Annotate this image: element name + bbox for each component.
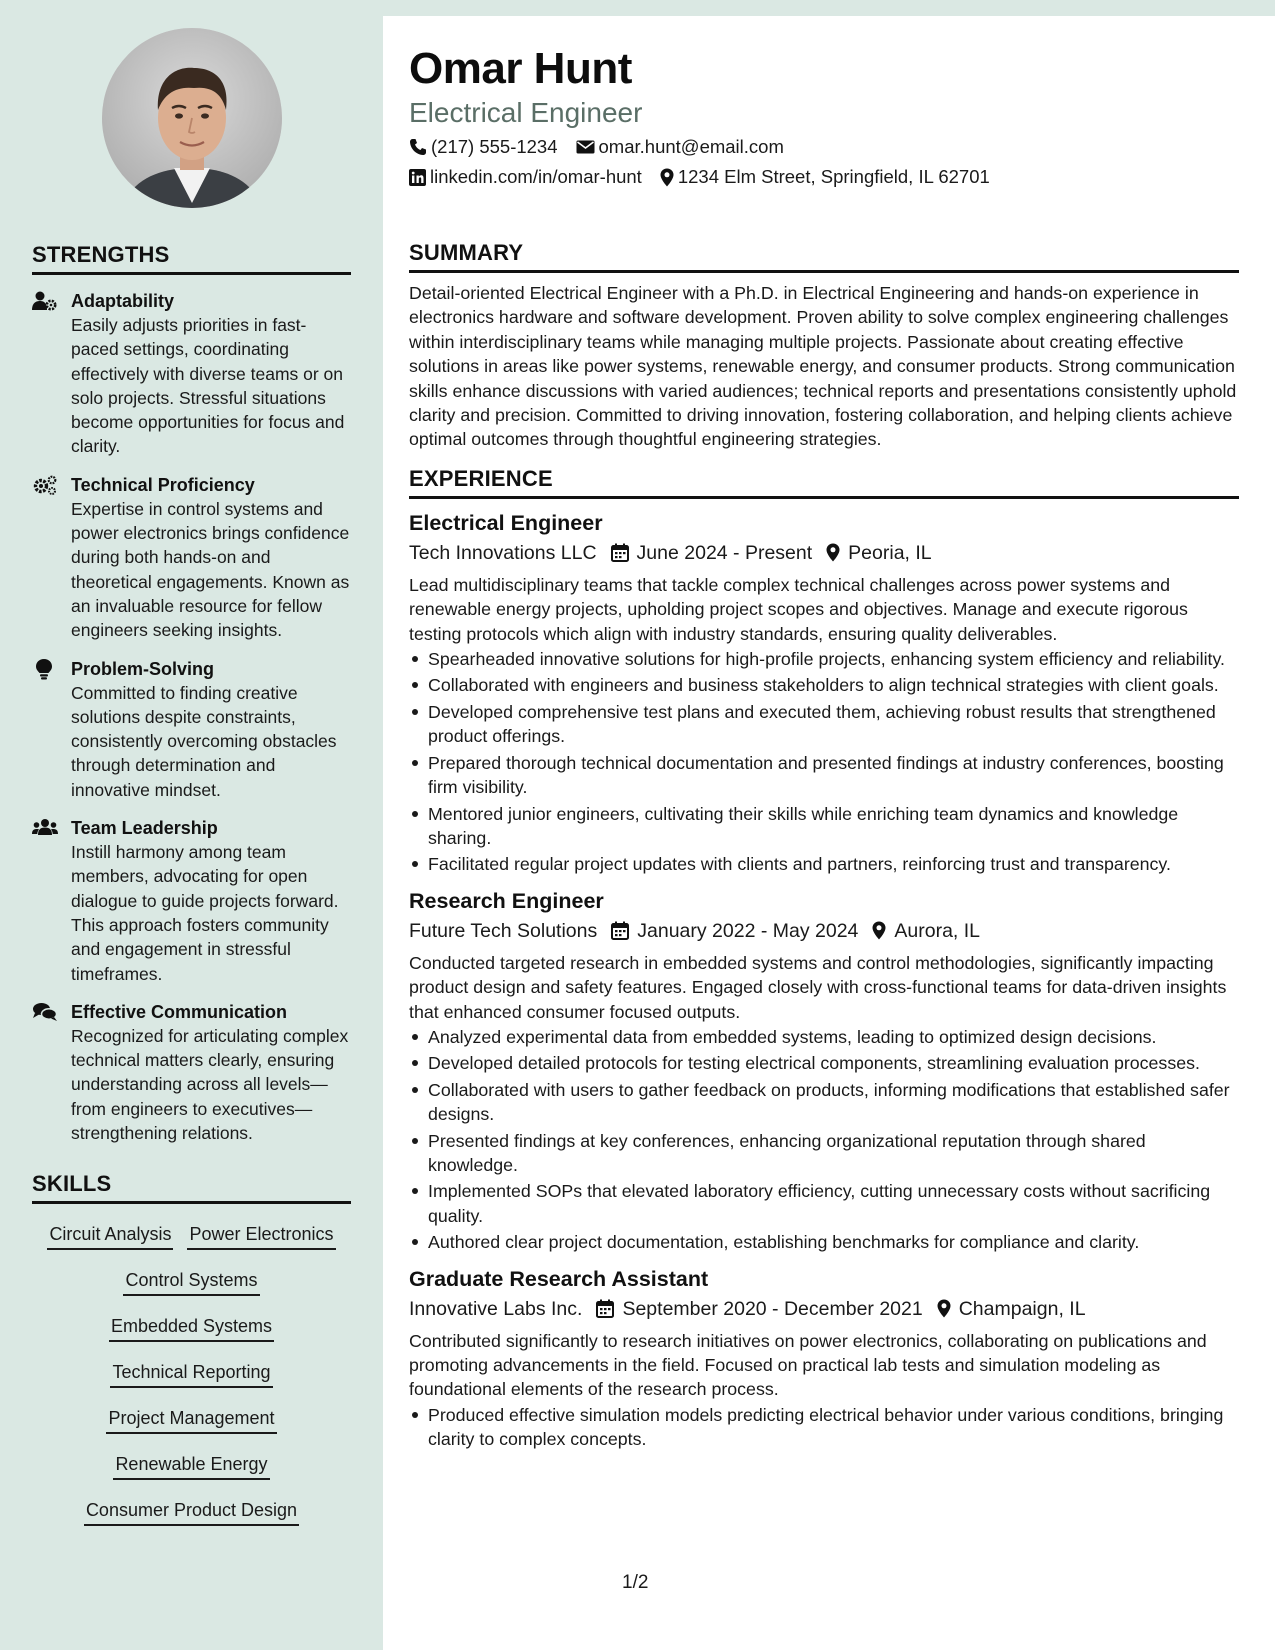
envelope-icon bbox=[576, 139, 595, 155]
skill-tag: Technical Reporting bbox=[110, 1360, 272, 1388]
address-text: 1234 Elm Street, Springfield, IL 62701 bbox=[677, 166, 990, 187]
bullet-item: Presented findings at key conferences, enhancing organizational reputation through shared knowledge. bbox=[409, 1129, 1239, 1178]
bullet-item: Implemented SOPs that elevated laboratory efficiency, cutting unnecessary costs without sacrificing quality. bbox=[409, 1179, 1239, 1228]
strength-item bbox=[32, 816, 351, 986]
job-meta bbox=[409, 917, 1239, 945]
linkedin-icon bbox=[409, 169, 426, 186]
candidate-name: Omar Hunt bbox=[409, 44, 632, 93]
top-band bbox=[0, 0, 1275, 16]
strengths-heading: STRENGTHS bbox=[32, 242, 351, 275]
job-bullets bbox=[409, 1025, 1239, 1255]
map-pin-icon bbox=[826, 543, 840, 562]
bullet-item: Mentored junior engineers, cultivating their skills while enriching team dynamics and knowledge sharing. bbox=[409, 802, 1239, 851]
strength-title: Team Leadership bbox=[71, 818, 218, 839]
linkedin-contact[interactable] bbox=[409, 164, 642, 190]
company-name: Tech Innovations LLC bbox=[409, 541, 597, 564]
job-entry bbox=[409, 887, 1239, 1255]
job-title: Research Engineer bbox=[409, 888, 604, 913]
bullet-item: Analyzed experimental data from embedded systems, leading to optimized design decisions. bbox=[409, 1025, 1239, 1049]
map-pin-icon bbox=[937, 1299, 951, 1318]
job-description: Contributed significantly to research initiatives on power electronics, collaborating on publications and promoting advancements in the field. Focused on practical lab tests and simulation modeling as foundational elements of the research process. bbox=[409, 1330, 1207, 1400]
skill-tag: Circuit Analysis bbox=[47, 1222, 173, 1250]
skill-tag: Consumer Product Design bbox=[84, 1498, 299, 1526]
strength-item bbox=[32, 1000, 351, 1145]
job-location: Peoria, IL bbox=[848, 541, 932, 564]
skill-tag: Project Management bbox=[106, 1406, 276, 1434]
contact-row bbox=[409, 164, 1239, 190]
bullet-item: Prepared thorough technical documentation and presented findings at industry conferences, boosting firm visibility. bbox=[409, 751, 1239, 800]
company-name: Future Tech Solutions bbox=[409, 919, 598, 942]
skill-tag: Power Electronics bbox=[187, 1222, 335, 1250]
phone-icon bbox=[409, 138, 427, 156]
job-meta bbox=[409, 539, 1239, 567]
comments-icon bbox=[32, 1001, 58, 1023]
phone-contact[interactable] bbox=[409, 134, 558, 160]
skill-tag: Embedded Systems bbox=[109, 1314, 274, 1342]
strength-title: Effective Communication bbox=[71, 1001, 288, 1022]
summary-text: Detail-oriented Electrical Engineer with a Ph.D. in Electrical Engineering and hands-on experience in electronics hardware and software development. Proven ability to solve complex engineering challenges within interdisciplinary teams while managing multiple projects. Passionate about creating effective solutions in areas like power systems, renewable energy, and consumer products. Strong communication skills enhance discussions with varied audiences; technical reports and presentations consistently uphold clarity and precision. Committed to driving innovation, fostering collaboration, and helping clients achieve optimal outcomes through thoughtful engineering strategies. bbox=[409, 283, 1237, 450]
calendar-icon bbox=[611, 543, 629, 562]
strength-desc: Instill harmony among team members, advocating for open dialogue to guide projects forward. This approach fosters community and engagement in stressful timeframes. bbox=[71, 842, 339, 984]
job-meta bbox=[409, 1295, 1239, 1323]
users-icon bbox=[32, 817, 58, 839]
phone-text: (217) 555-1234 bbox=[431, 136, 558, 157]
strength-desc: Recognized for articulating complex technical matters clearly, ensuring understanding across all levels—from engineers to executives—strengthening relations. bbox=[71, 1025, 349, 1144]
bullet-item: Facilitated regular project updates with clients and partners, reinforcing trust and transparency. bbox=[409, 852, 1239, 876]
strength-desc: Committed to finding creative solutions despite constraints, consistently overcoming obstacles through determination and innovative mindset. bbox=[71, 682, 337, 800]
profile-photo bbox=[102, 28, 282, 208]
gears-icon bbox=[32, 474, 58, 496]
skills-heading: SKILLS bbox=[32, 1171, 351, 1204]
job-title: Graduate Research Assistant bbox=[409, 1266, 709, 1291]
bullet-item: Developed detailed protocols for testing electrical components, streamlining evaluation processes. bbox=[409, 1051, 1239, 1075]
calendar-icon bbox=[611, 921, 629, 940]
strength-item bbox=[32, 289, 351, 459]
job-location: Aurora, IL bbox=[894, 919, 981, 942]
contact-row bbox=[409, 134, 1239, 160]
email-contact[interactable] bbox=[576, 134, 784, 160]
skills-list bbox=[32, 1214, 351, 1536]
bullet-item: Produced effective simulation models predicting electrical behavior under various conditions, bringing clarity to complex concepts. bbox=[409, 1403, 1239, 1452]
bullet-item: Developed comprehensive test plans and executed them, achieving robust results that strengthened product offerings. bbox=[409, 700, 1239, 749]
job-entry bbox=[409, 1265, 1239, 1452]
strength-title: Adaptability bbox=[71, 291, 175, 311]
summary-heading: SUMMARY bbox=[409, 240, 1239, 273]
strength-title: Technical Proficiency bbox=[71, 474, 255, 495]
calendar-icon bbox=[596, 1299, 614, 1318]
page-number: 1/2 bbox=[622, 1572, 649, 1593]
strength-desc: Expertise in control systems and power electronics brings confidence during both hands-on and theoretical engagements. Known as an invaluable resource for fellow engineers seeking insights. bbox=[71, 498, 350, 641]
lightbulb-icon bbox=[32, 658, 58, 680]
email-text: omar.hunt@email.com bbox=[598, 136, 784, 157]
skill-tag: Control Systems bbox=[123, 1268, 259, 1296]
strength-desc: Easily adjusts priorities in fast-paced settings, coordinating effectively with diverse teams or on solo projects. Stressful situations become opportunities for focus and clarity. bbox=[71, 315, 345, 457]
user-gear-icon bbox=[32, 290, 58, 312]
bullet-item: Collaborated with engineers and business stakeholders to align technical strategies with client goals. bbox=[409, 673, 1239, 697]
strength-title: Problem-Solving bbox=[71, 658, 215, 679]
bullet-item: Spearheaded innovative solutions for high-profile projects, enhancing system efficiency and reliability. bbox=[409, 647, 1239, 671]
job-description: Lead multidisciplinary teams that tackle complex technical challenges across power systems and renewable energy projects, upholding project scopes and objectives. Manage and execute rigorous testing protocols which align with industry standards, ensuring quality deliverables. bbox=[409, 574, 1188, 644]
address-contact bbox=[660, 164, 990, 190]
job-entry bbox=[409, 509, 1239, 877]
job-dates: January 2022 - May 2024 bbox=[637, 919, 859, 942]
job-dates: September 2020 - December 2021 bbox=[622, 1297, 923, 1320]
job-description: Conducted targeted research in embedded systems and control methodologies, significantly impacting product design and safety features. Engaged closely with cross-functional teams for data-driven insights that enhanced consumer focused outputs. bbox=[409, 952, 1227, 1022]
job-title: Electrical Engineer bbox=[409, 510, 603, 535]
bullet-item: Authored clear project documentation, establishing benchmarks for compliance and clarity. bbox=[409, 1230, 1239, 1254]
company-name: Innovative Labs Inc. bbox=[409, 1297, 583, 1320]
map-pin-icon bbox=[872, 921, 886, 940]
job-dates: June 2024 - Present bbox=[636, 541, 813, 564]
bullet-item: Collaborated with users to gather feedback on products, informing modifications that established safer designs. bbox=[409, 1078, 1239, 1127]
experience-heading: EXPERIENCE bbox=[409, 466, 1239, 499]
job-location: Champaign, IL bbox=[958, 1297, 1086, 1320]
main-content bbox=[409, 40, 1239, 1454]
linkedin-text: linkedin.com/in/omar-hunt bbox=[430, 166, 642, 187]
job-bullets bbox=[409, 647, 1239, 877]
strength-item bbox=[32, 473, 351, 643]
job-bullets bbox=[409, 1403, 1239, 1452]
sidebar-content bbox=[32, 242, 351, 1536]
skill-tag: Renewable Energy bbox=[113, 1452, 269, 1480]
strength-item bbox=[32, 657, 351, 802]
portrait-illustration bbox=[102, 28, 282, 208]
candidate-title: Electrical Engineer bbox=[409, 97, 643, 128]
map-pin-icon bbox=[660, 168, 674, 187]
